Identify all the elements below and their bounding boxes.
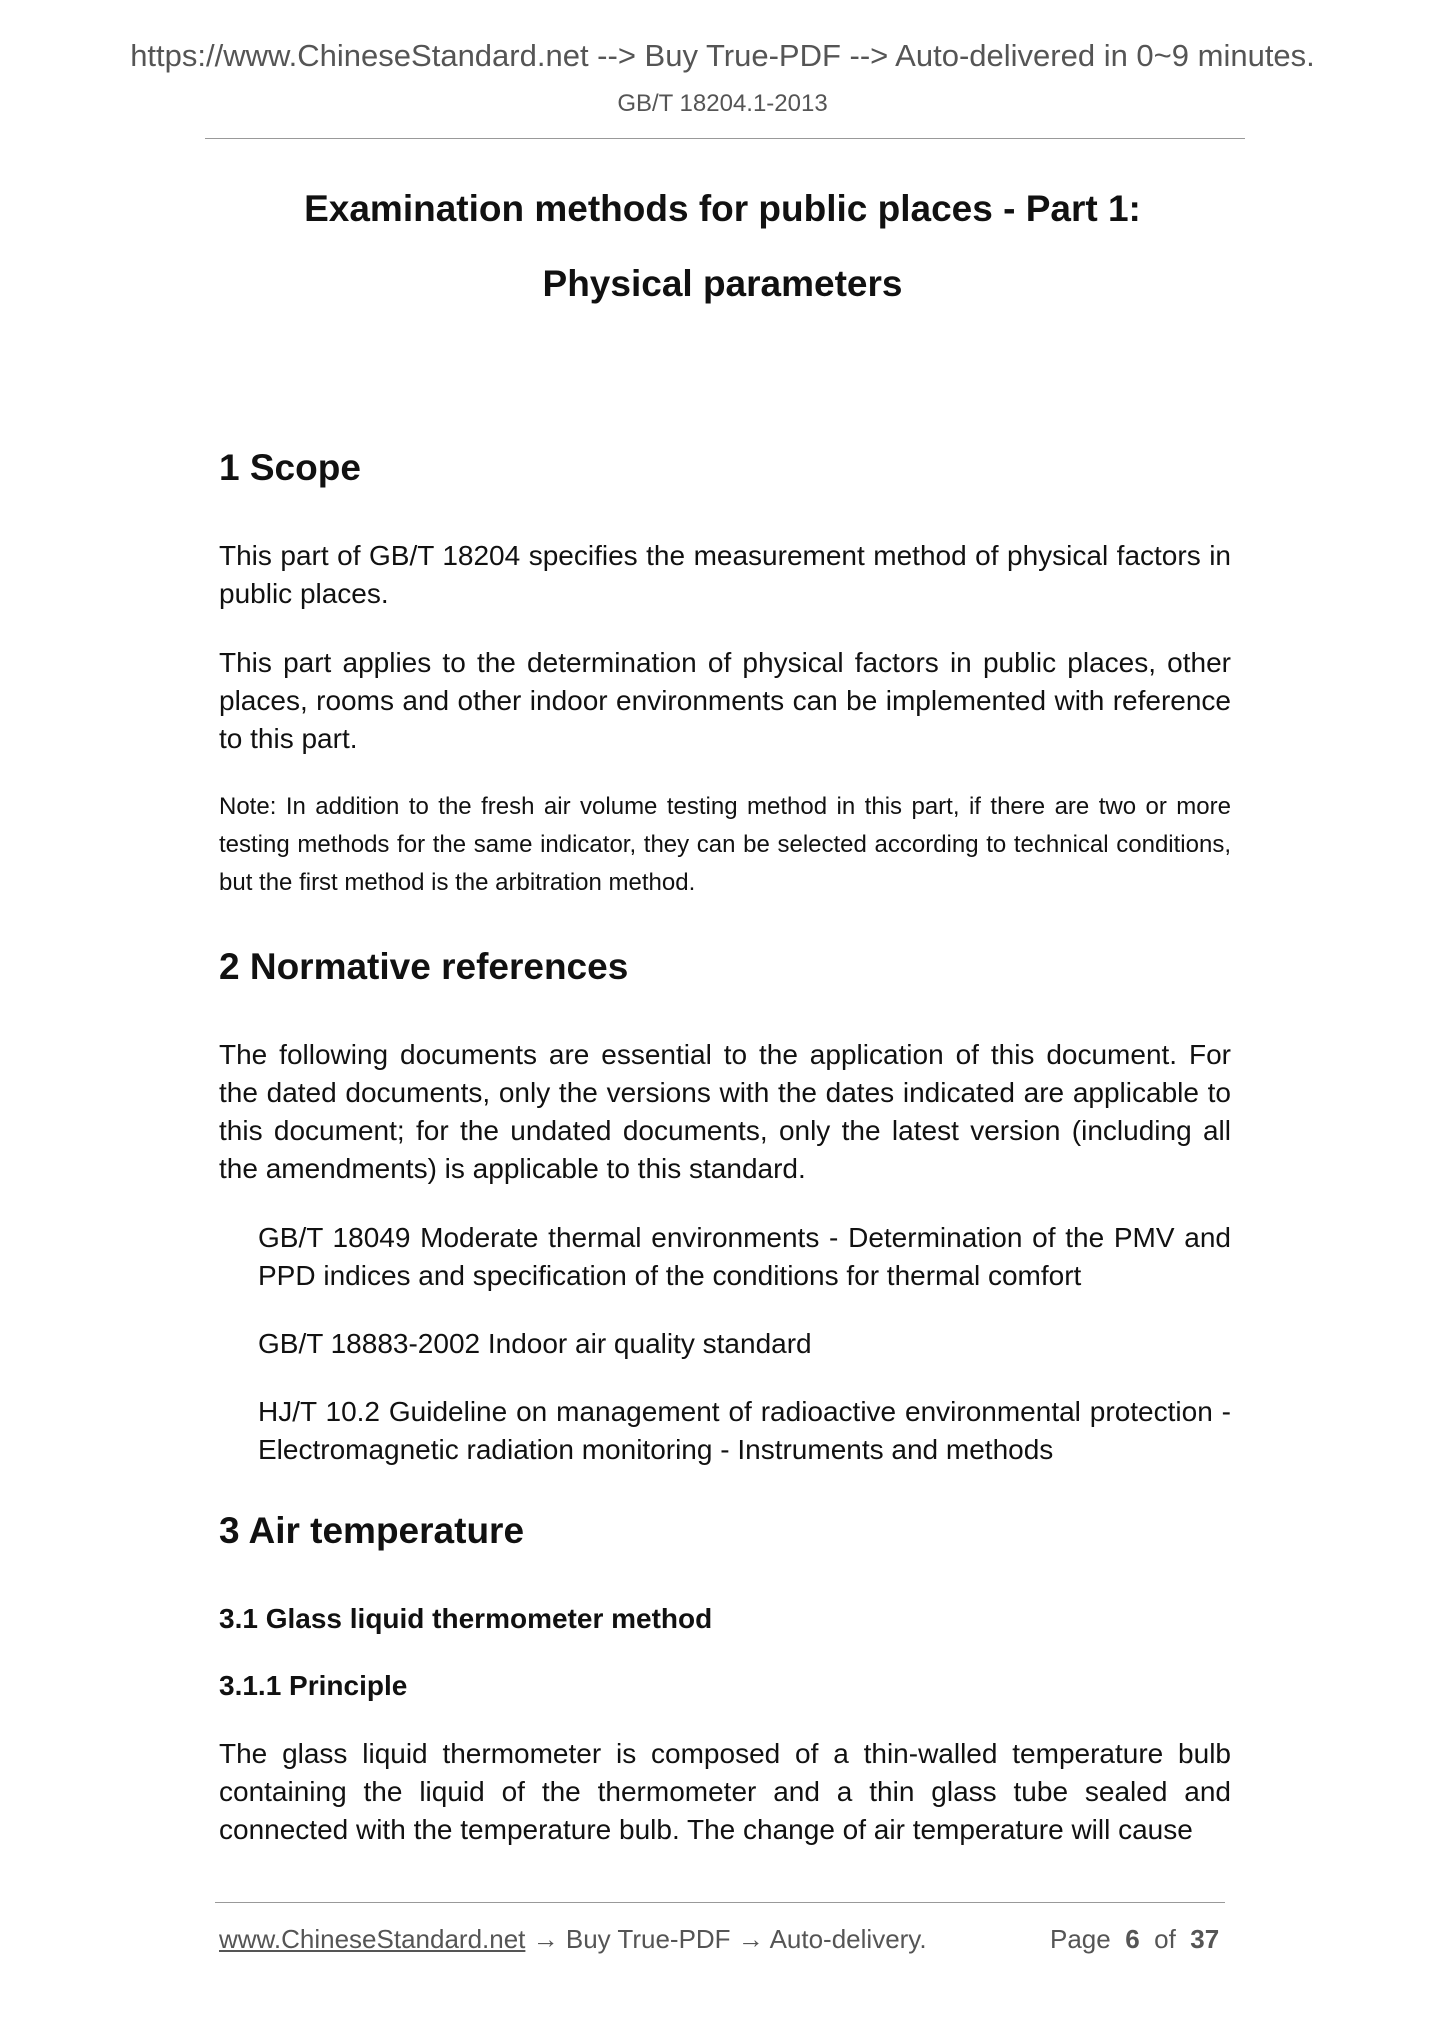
page-indicator bbox=[1050, 1924, 1219, 1955]
reference-item: GB/T 18049 Moderate thermal environments - Determination of the PMV and PPD indices and specification of the conditions for thermal comfort bbox=[258, 1222, 1231, 1291]
section-1-para-1: This part of GB/T 18204 specifies the measurement method of physical factors in public places. bbox=[219, 540, 1231, 609]
section-3-heading: 3 Air temperature bbox=[219, 1510, 525, 1551]
page-number: 6 bbox=[1125, 1924, 1140, 1954]
section-2-heading: 2 Normative references bbox=[219, 946, 629, 987]
section-1-heading: 1 Scope bbox=[219, 447, 361, 488]
document-title-line1: Examination methods for public places - Part 1: bbox=[304, 188, 1141, 229]
page-label: Page bbox=[1050, 1924, 1111, 1954]
reference-item: GB/T 18883-2002 Indoor air quality standard bbox=[258, 1328, 812, 1359]
footer-divider bbox=[215, 1902, 1225, 1903]
footer-delivery-text: → Buy True-PDF → Auto-delivery. bbox=[525, 1924, 927, 1954]
subsection-3-1-1-heading: 3.1.1 Principle bbox=[219, 1670, 408, 1701]
header-url-line: https://www.ChineseStandard.net --> Buy True-PDF --> Auto-delivered in 0~9 minutes. bbox=[130, 38, 1315, 73]
section-2-para-1: The following documents are essential to the application of this document. For the dated documents, only the versions with the dates indicated are applicable to this document; for the undated documents, only the latest version (including all the amendments) is applicable to this standard. bbox=[219, 1039, 1231, 1184]
section-1-para-2: This part applies to the determination of physical factors in public places, other places, rooms and other indoor environments can be implemented with reference to this part. bbox=[219, 647, 1231, 754]
section-3-para-1: The glass liquid thermometer is composed of a thin-walled temperature bulb containing the liquid of the thermometer and a thin glass tube sealed and connected with the temperature bulb. The change of air temperature will cause bbox=[219, 1738, 1231, 1845]
footer-site-link[interactable]: www.ChineseStandard.net bbox=[219, 1924, 526, 1954]
reference-item: HJ/T 10.2 Guideline on management of radioactive environmental protection - Electromagnetic radiation monitoring - Instruments and methods bbox=[258, 1396, 1231, 1465]
section-1-note: Note: In addition to the fresh air volume testing method in this part, if there are two or more testing methods for the same indicator, they can be selected according to technical conditions, but the first method is the arbitration method. bbox=[219, 793, 1231, 896]
page-total: 37 bbox=[1190, 1924, 1220, 1954]
document-title-line2: Physical parameters bbox=[542, 263, 903, 304]
standard-code: GB/T 18204.1-2013 bbox=[617, 90, 828, 117]
header-divider bbox=[205, 138, 1245, 139]
footer-delivery bbox=[219, 1924, 927, 1955]
subsection-3-1-heading: 3.1 Glass liquid thermometer method bbox=[219, 1603, 713, 1634]
of-label: of bbox=[1154, 1924, 1176, 1954]
